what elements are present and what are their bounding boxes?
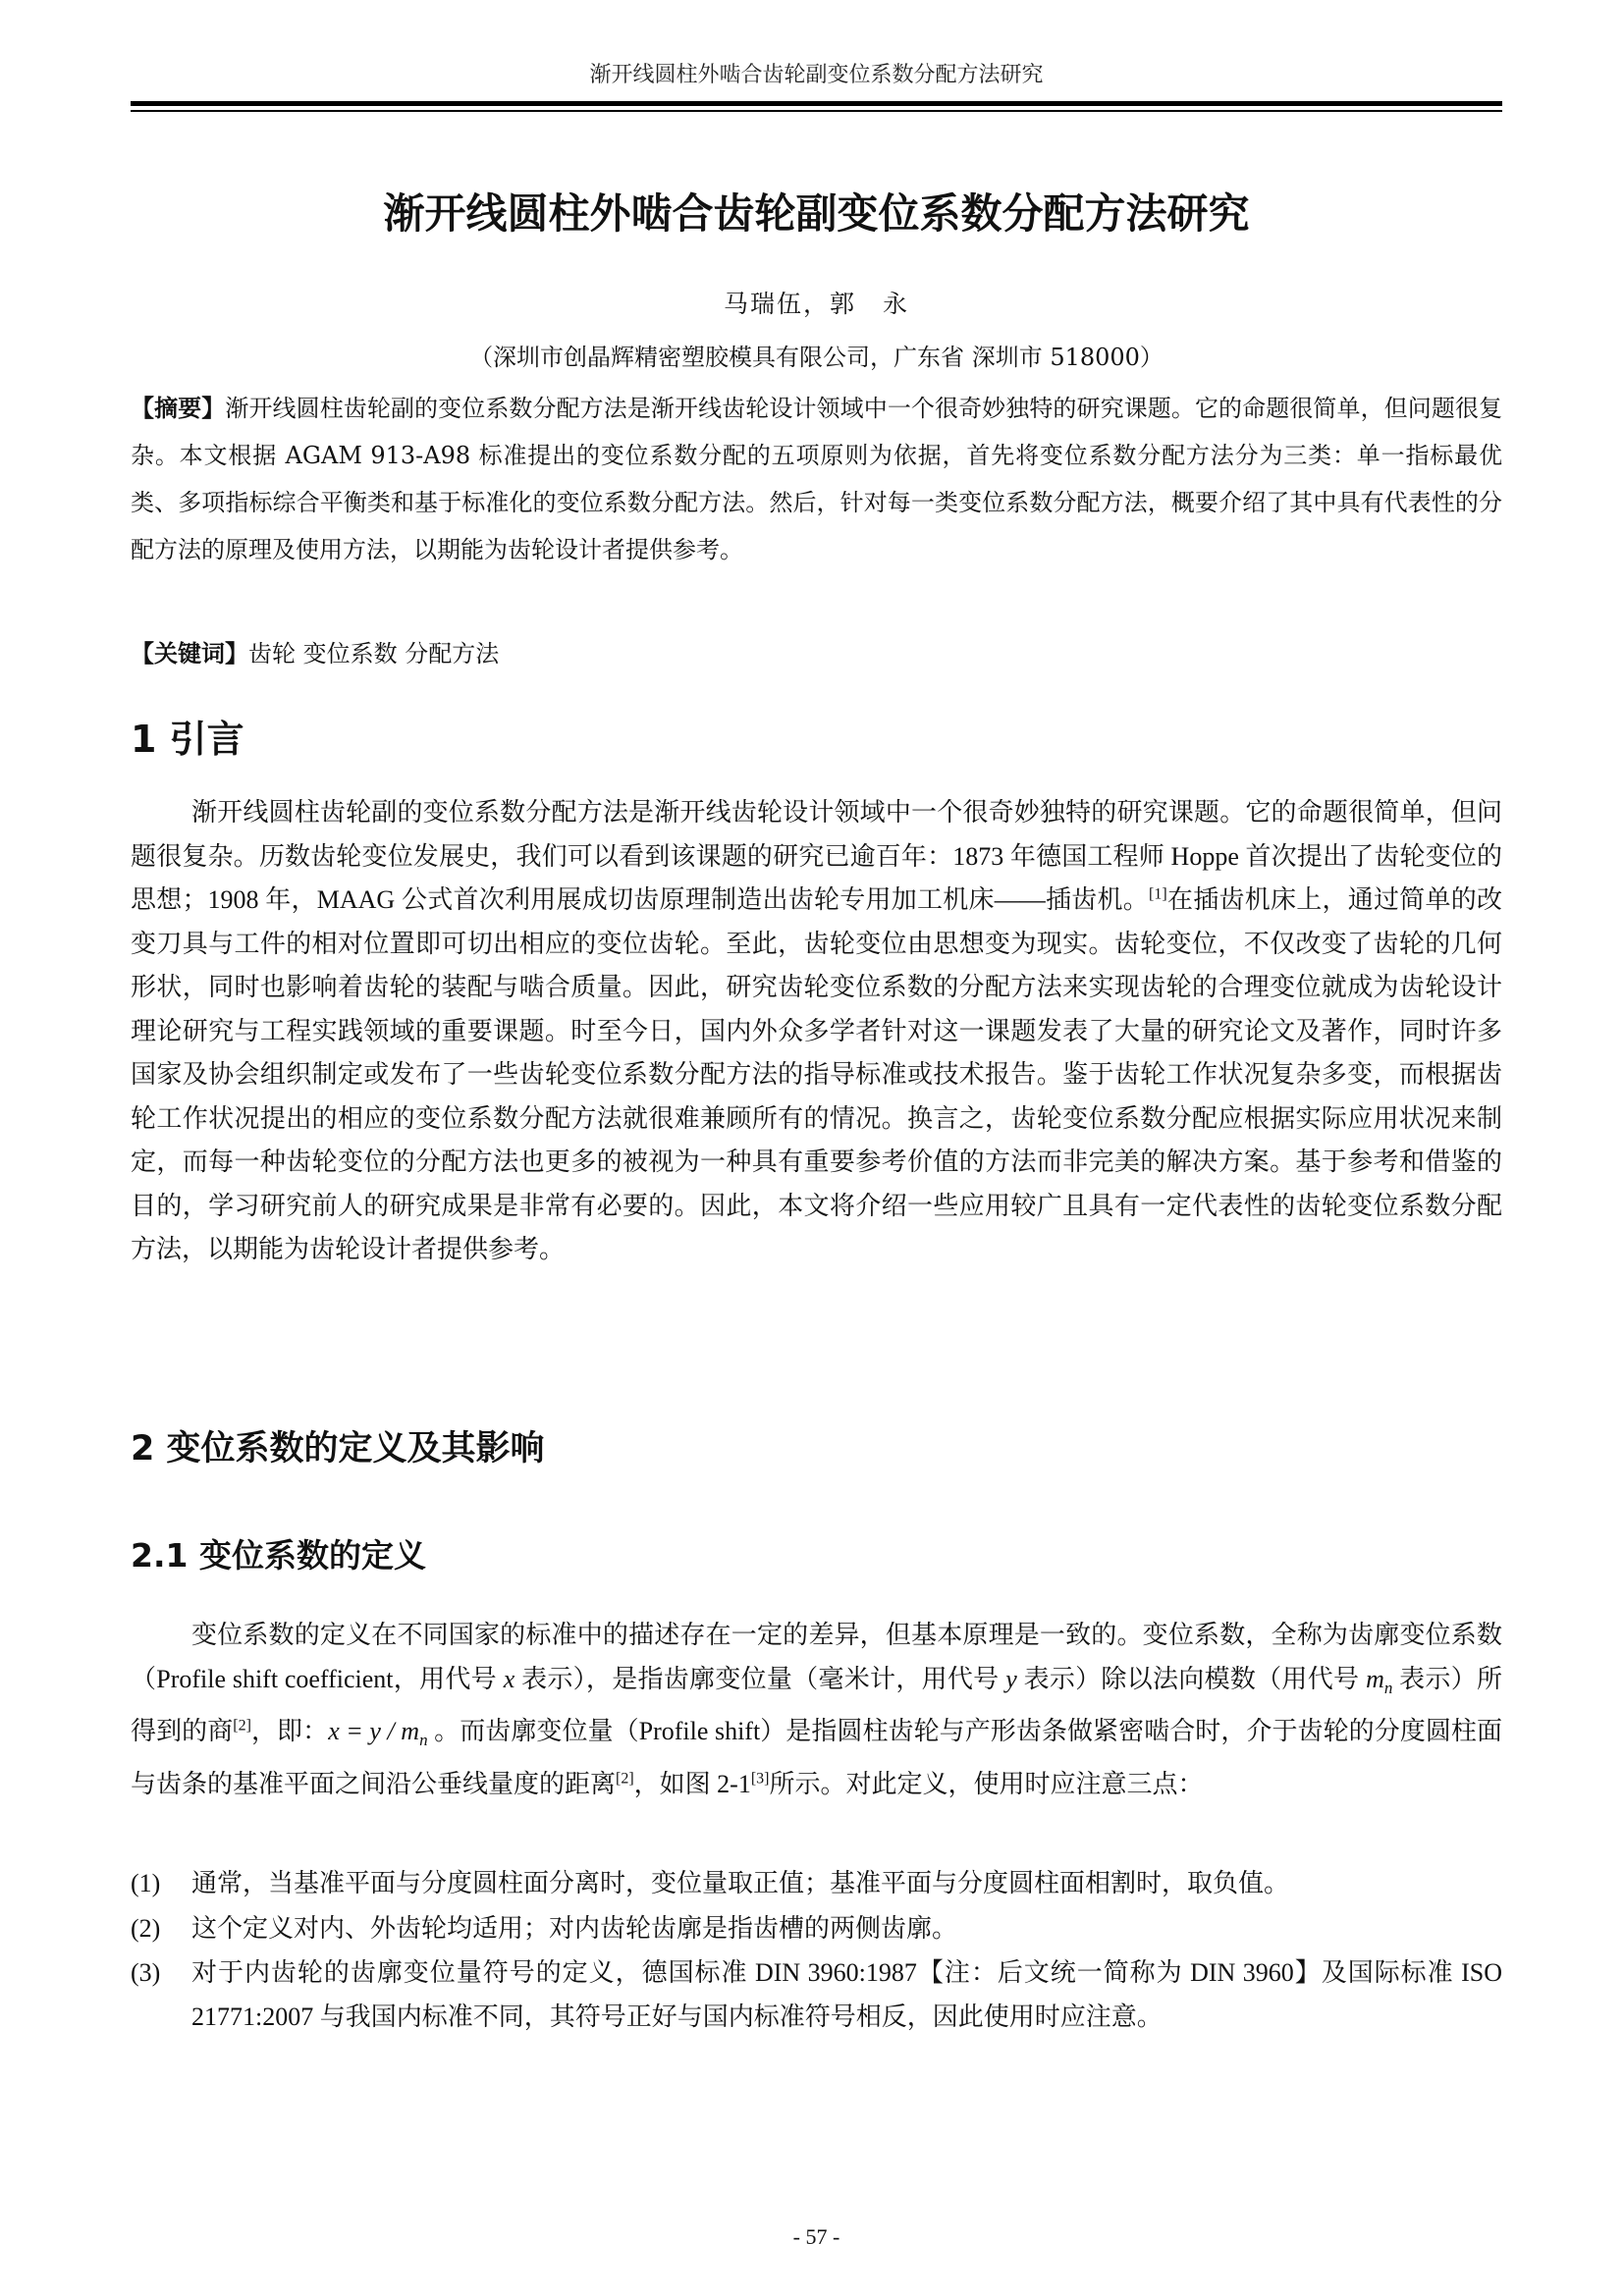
affiliation: （深圳市创晶辉精密塑胶模具有限公司，广东省 深圳市 518000） xyxy=(469,344,1164,371)
section-2-heading: 2 变位系数的定义及其影响 xyxy=(131,1429,545,1468)
section-2-1-heading: 2.1 变位系数的定义 xyxy=(131,1536,426,1575)
page-number: - 57 - xyxy=(792,2224,840,2249)
list-item: (3) 对于内齿轮的齿廓变位量符号的定义，德国标准 DIN 3960:1987【注：后文统一简称为 DIN 3960】及国际标准 ISO 21771:2007 与我国内标准不同，其符号正好与国内标准符号相反，因此使用时应注意。 xyxy=(131,1958,1502,2031)
citation-2: [2] xyxy=(233,1717,251,1735)
def-text-4: 表示）所得到的商 xyxy=(131,1664,1502,1746)
abstract xyxy=(131,385,1502,573)
citation-2b: [2] xyxy=(616,1770,634,1788)
citation-1: [1] xyxy=(1149,885,1167,903)
def-text-1: 变位系数的定义在不同国家的标准中的描述存在一定的差异，但基本原理是一致的。变位系数，全称为齿廓变位系数（Profile shift coefficient，用代号 xyxy=(131,1621,1502,1693)
section-1-paragraph xyxy=(131,791,1502,1272)
var-x: x xyxy=(503,1664,515,1693)
header-rule-thick xyxy=(131,101,1502,106)
list-item: (2) 这个定义对内、外齿轮均适用；对内齿轮齿廓是指齿槽的两侧齿廓。 xyxy=(131,1913,958,1943)
formula: $x = y / m_n$ xyxy=(328,1717,428,1750)
list-item: (1) 通常，当基准平面与分度圆柱面分离时，变位量取正值；基准平面与分度圆柱面相割时，取负值。 xyxy=(131,1869,1290,1897)
paper-title: 渐开线圆柱外啮合齿轮副变位系数分配方法研究 xyxy=(383,189,1250,238)
def-text-8: 所示。对此定义，使用时应注意三点： xyxy=(769,1769,1204,1798)
keywords-label: 【关键词】 xyxy=(131,640,248,667)
def-text-2: 表示），是指齿廓变位量（毫米计，用代号 xyxy=(514,1664,1006,1693)
abstract-text: 渐开线圆柱齿轮副的变位系数分配方法是渐开线齿轮设计领域中一个很奇妙独特的研究课题。它的命题很简单，但问题很复杂。本文根据 AGAM 913-A98 标准提出的变位系数分配的五项原则为依据，首先将变位系数分配方法分为三类：单一指标最优类、多项指标综合平衡类和基于标准化的变位系数分配方法。然后，针对每一类变位系数分配方法，概要介绍了其中具有代表性的分配方法的原理及使用方法，以期能为齿轮设计者提供参考。 xyxy=(131,395,1503,563)
abstract-label: 【摘要】 xyxy=(131,395,226,422)
def-text-6: 。而齿廓变位量（Profile shift）是指圆柱齿轮与产形齿条做紧密啮合时，介于齿轮的分度圆柱面与齿条的基准平面之间沿公垂线量度的距离 xyxy=(131,1717,1502,1798)
authors: 马瑞伍，郭 永 xyxy=(723,290,909,318)
notes-list xyxy=(131,1862,1502,2040)
keywords-text: 齿轮 变位系数 分配方法 xyxy=(248,640,500,667)
intro-text-b: 在插齿机床上，通过简单的改变刀具与工件的相对位置即可切出相应的变位齿轮。至此，齿轮变位由思想变为现实。齿轮变位，不仅改变了齿轮的几何形状，同时也影响着齿轮的装配与啮合质量。因此，研究齿轮变位系数的分配方法来实现齿轮的合理变位就成为齿轮设计理论研究与工程实践领域的重要课题。时至今日，国内外众多学者针对这一课题发表了大量的研究论文及著作，同时许多国家及协会组织制定或发布了一些齿轮变位系数分配方法的指导标准或技术报告。鉴于齿轮工作状况复杂多变，而根据齿轮工作状况提出的相应的变位系数分配方法就很难兼顾所有的情况。换言之，齿轮变位系数分配应根据实际应用状况来制定，而每一种齿轮变位的分配方法也更多的被视为一种具有重要参考价值的方法而非完美的解决方案。基于参考和借鉴的目的，学习研究前人的研究成果是非常有必要的。因此，本文将介绍一些应用较广且具有一定代表性的齿轮变位系数分配方法，以期能为齿轮设计者提供参考。 xyxy=(131,885,1502,1263)
header-rule-thin xyxy=(131,110,1502,112)
def-text-7: ，如图 2-1 xyxy=(633,1769,751,1798)
running-header: 渐开线圆柱外啮合齿轮副变位系数分配方法研究 xyxy=(589,63,1044,87)
def-text-3: 表示）除以法向模数（用代号 xyxy=(1016,1664,1367,1693)
intro-text-a: 渐开线圆柱齿轮副的变位系数分配方法是渐开线齿轮设计领域中一个很奇妙独特的研究课题。它的命题很简单，但问题很复杂。历数齿轮变位发展史，我们可以看到该课题的研究已逾百年：1873 年德国工程师 Hoppe 首次提出了齿轮变位的思想；1908 年，MAAG 公式首次利用展成切齿原理制造出齿轮专用加工机床——插齿机。 xyxy=(131,798,1502,914)
section-2-1-paragraph xyxy=(131,1614,1502,1806)
var-m: $m_n$ xyxy=(1366,1664,1393,1697)
def-text-5: ，即： xyxy=(250,1717,329,1746)
var-y: y xyxy=(1005,1664,1017,1693)
keywords xyxy=(131,630,1502,677)
section-1-heading: 1 引言 xyxy=(131,718,244,761)
citation-3: [3] xyxy=(750,1770,770,1788)
